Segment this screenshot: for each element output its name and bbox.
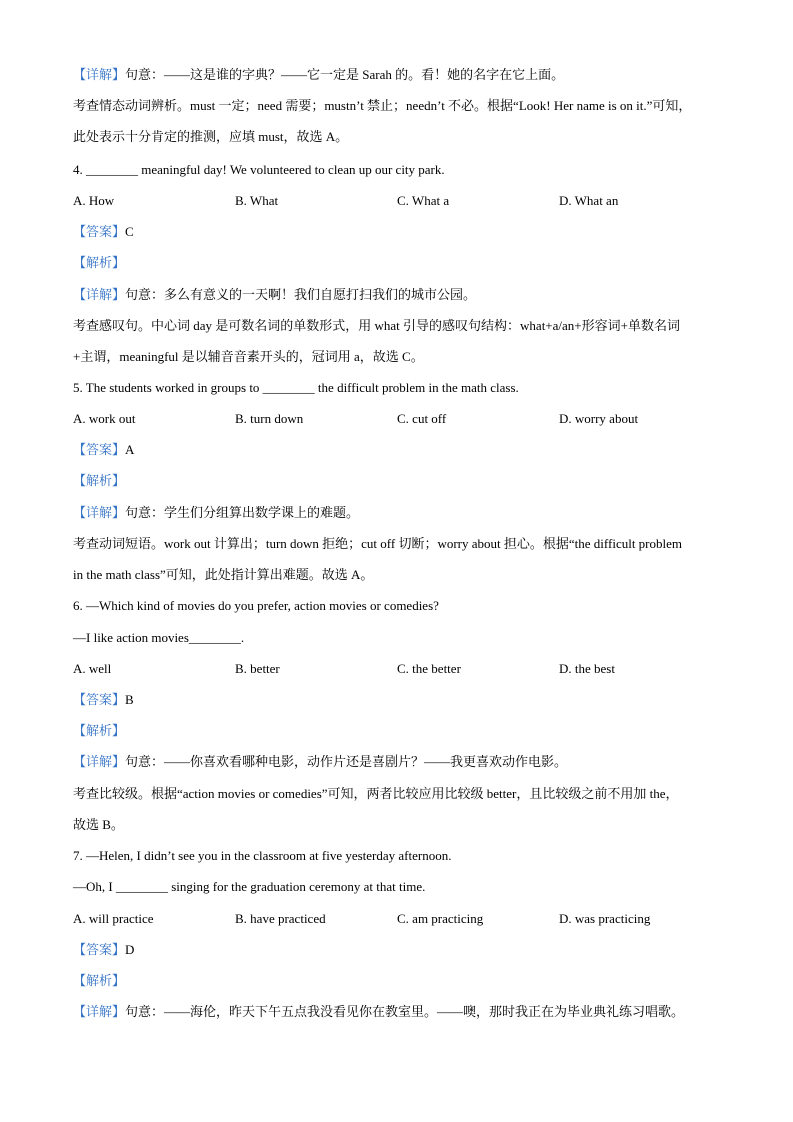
jiexi-tag: 【解析】 bbox=[73, 473, 126, 488]
q7-jiexi bbox=[73, 973, 753, 989]
q3-analysis-line2: 此处表示十分肯定的推测，应填 must，故选 A。 bbox=[73, 129, 349, 144]
q5-analysis-line2: in the math class”可知，此处指计算出难题。故选 A。 bbox=[73, 567, 374, 582]
q6-analysis-line1: 考查比较级。根据“action movies or comedies”可知，两者比较应用比较级 better，且比较级之前不用加 the， bbox=[73, 786, 679, 801]
answer-tag: 【答案】 bbox=[73, 692, 126, 707]
q3-analysis-line1: 考查情态动词辨析。must 一定；need 需要；mustn’t 禁止；needn’t 不必。根据“Look! Her name is on it.”可知， bbox=[73, 98, 692, 113]
detail-tag: 【详解】 bbox=[73, 67, 126, 82]
q6-question-line2: —I like action movies________. bbox=[73, 630, 245, 645]
q5-question: 5. The students worked in groups to ________ the difficult problem in the math class. bbox=[73, 380, 519, 395]
q4-detail bbox=[73, 287, 753, 303]
q4-option-a: A. How bbox=[73, 193, 115, 208]
answer-tag: 【答案】 bbox=[73, 224, 126, 239]
q7-option-d: D. was practicing bbox=[559, 911, 651, 926]
q5-option-a: A. work out bbox=[73, 411, 136, 426]
q6-option-b: B. better bbox=[235, 661, 280, 676]
q5-option-d: D. worry about bbox=[559, 411, 639, 426]
q6-detail bbox=[73, 754, 753, 770]
q6-analysis-line2: 故选 B。 bbox=[73, 817, 124, 832]
q7-question-line2: —Oh, I ________ singing for the graduation ceremony at that time. bbox=[73, 879, 426, 894]
q4-analysis-line1: 考查感叹句。中心词 day 是可数名词的单数形式，用 what 引导的感叹句结构：what+a/an+形容词+单数名词 bbox=[73, 318, 680, 333]
q4-option-b: B. What bbox=[235, 193, 279, 208]
answer-tag: 【答案】 bbox=[73, 442, 126, 457]
detail-tag: 【详解】 bbox=[73, 505, 126, 520]
q6-option-c: C. the better bbox=[397, 661, 461, 676]
answer-value: C bbox=[125, 224, 134, 239]
q7-detail bbox=[73, 1004, 753, 1020]
q5-option-b: B. turn down bbox=[235, 411, 304, 426]
jiexi-tag: 【解析】 bbox=[73, 255, 126, 270]
detail-text: 句意：——这是谁的字典？——它一定是 Sarah 的。看！她的名字在它上面。 bbox=[125, 67, 565, 82]
q4-option-d: D. What an bbox=[559, 193, 619, 208]
detail-tag: 【详解】 bbox=[73, 287, 126, 302]
q5-detail bbox=[73, 505, 753, 521]
answer-tag: 【答案】 bbox=[73, 942, 126, 957]
detail-tag: 【详解】 bbox=[73, 1004, 126, 1019]
answer-value: D bbox=[125, 942, 135, 957]
detail-text: 句意：——海伦，昨天下午五点我没看见你在教室里。——噢，那时我正在为毕业典礼练习唱歌。 bbox=[125, 1004, 685, 1019]
q7-answer bbox=[73, 942, 753, 958]
q4-question: 4. ________ meaningful day! We volunteered to clean up our city park. bbox=[73, 162, 445, 177]
q7-option-b: B. have practiced bbox=[235, 911, 326, 926]
q7-option-c: C. am practicing bbox=[397, 911, 484, 926]
jiexi-tag: 【解析】 bbox=[73, 723, 126, 738]
q5-option-c: C. cut off bbox=[397, 411, 447, 426]
answer-value: B bbox=[125, 692, 134, 707]
detail-tag: 【详解】 bbox=[73, 754, 126, 769]
q6-jiexi bbox=[73, 723, 753, 739]
q6-answer bbox=[73, 692, 753, 708]
q4-analysis-line2: +主谓，meaningful 是以辅音音素开头的，冠词用 a，故选 C。 bbox=[73, 349, 424, 364]
q6-question-line1: 6. —Which kind of movies do you prefer, action movies or comedies? bbox=[73, 598, 439, 613]
jiexi-tag: 【解析】 bbox=[73, 973, 126, 988]
q4-answer bbox=[73, 224, 753, 240]
q3-detail bbox=[73, 67, 753, 83]
answer-value: A bbox=[125, 442, 135, 457]
detail-text: 句意：——你喜欢看哪种电影，动作片还是喜剧片？——我更喜欢动作电影。 bbox=[125, 754, 568, 769]
q5-jiexi bbox=[73, 473, 753, 489]
q6-option-a: A. well bbox=[73, 661, 112, 676]
q6-option-d: D. the best bbox=[559, 661, 615, 676]
q7-option-a: A. will practice bbox=[73, 911, 154, 926]
q4-jiexi bbox=[73, 255, 753, 271]
detail-text: 句意：多么有意义的一天啊！我们自愿打扫我们的城市公园。 bbox=[125, 287, 477, 302]
q7-question-line1: 7. —Helen, I didn’t see you in the classroom at five yesterday afternoon. bbox=[73, 848, 452, 863]
detail-text: 句意：学生们分组算出数学课上的难题。 bbox=[125, 505, 360, 520]
q5-answer bbox=[73, 442, 753, 458]
q4-option-c: C. What a bbox=[397, 193, 450, 208]
q5-analysis-line1: 考查动词短语。work out 计算出；turn down 拒绝；cut off 切断；worry about 担心。根据“the difficult problem bbox=[73, 536, 683, 551]
